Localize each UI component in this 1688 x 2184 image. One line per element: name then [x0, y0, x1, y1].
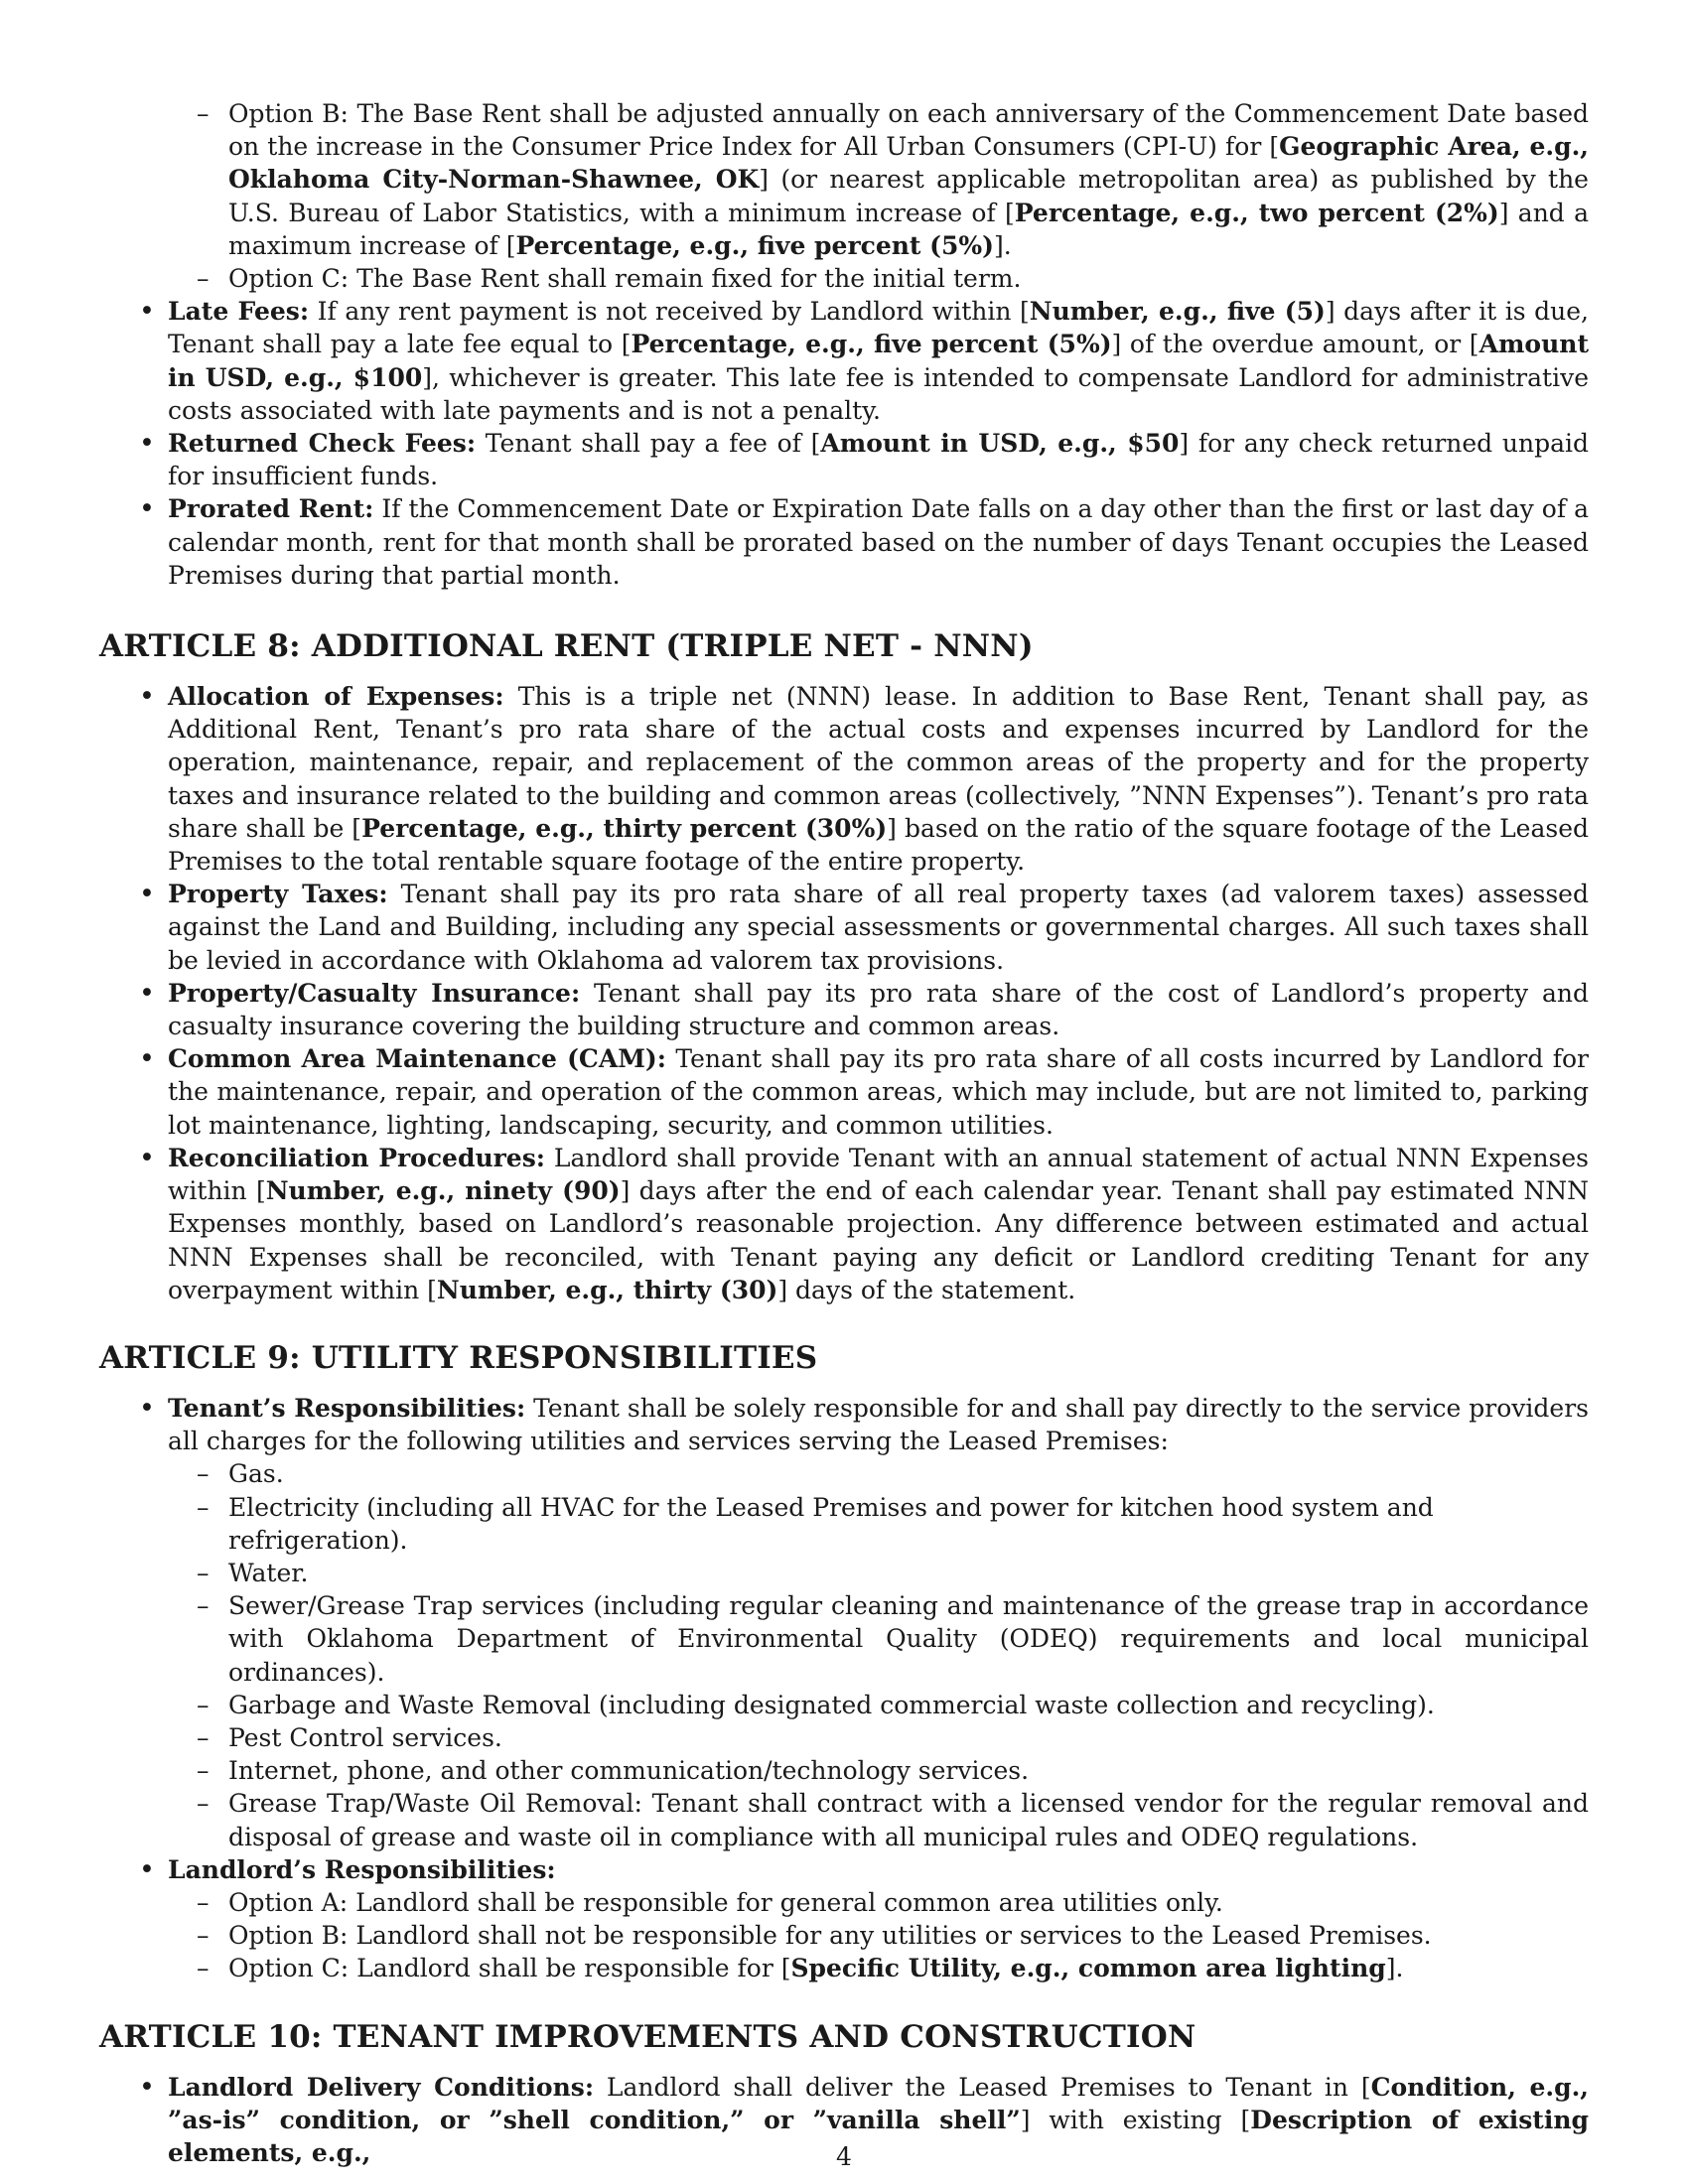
utility-pest-control: – Pest Control services. — [99, 1721, 1589, 1754]
allocation-of-expenses-label: Allocation of Expenses: — [168, 682, 504, 712]
prorated-rent-label: Prorated Rent: — [168, 494, 374, 524]
article-9-heading: ARTICLE 9: UTILITY RESPONSIBILITIES — [99, 1339, 818, 1376]
landlord-option-b: – Option B: Landlord shall not be responsible for any utilities or services to the Leased Premises. — [99, 1919, 1589, 1952]
delivery-conditions-label: Landlord Delivery Conditions: — [168, 2072, 595, 2102]
property-taxes-label: Property Taxes: — [168, 880, 388, 909]
landlord-responsibilities-item — [99, 1853, 1589, 1886]
reconciliation-label: Reconciliation Procedures: — [168, 1143, 546, 1172]
prorated-rent-item: • Prorated Rent: If the Commencement Date or Expiration Date falls on a day other than the first or last day of a calendar month, rent for that month shall be prorated based on the number of days Tenant occupies the Leased Premises during that partial month. — [99, 492, 1589, 592]
cam-item: • Common Area Maintenance (CAM): Tenant shall pay its pro rata share of all costs incurred by Landlord for the maintenance, repair, and operation of the common areas, which may include, but are not limited to, parking lot maintenance, lighting, landscaping, security, and common utilities. — [99, 1042, 1589, 1142]
utility-water: – Water. — [99, 1557, 1589, 1589]
utility-waste-oil: – Grease Trap/Waste Oil Removal: Tenant shall contract with a licensed vendor for the regular removal and disposal of grease and waste oil in compliance with all municipal rules and ODEQ regulations. — [99, 1787, 1589, 1852]
rent-option-c: – Option C: The Base Rent shall remain fixed for the initial term. — [99, 262, 1589, 295]
cam-label: Common Area Maintenance (CAM): — [168, 1044, 666, 1074]
tenant-responsibilities-item: • Tenant’s Responsibilities: Tenant shall be solely responsible for and shall pay directly to the service providers all charges for the following utilities and services serving the Leased Premises: — [99, 1392, 1589, 1457]
insurance-item: • Property/Casualty Insurance: Tenant shall pay its pro rata share of the cost of Landlord’s property and casualty insurance covering the building structure and common areas. — [99, 977, 1589, 1042]
returned-check-fees-item: • Returned Check Fees: Tenant shall pay a fee of [Amount in USD, e.g., $50] for any check returned unpaid for insufficient funds. — [99, 427, 1589, 492]
rent-option-b: – Option B: The Base Rent shall be adjusted annually on each anniversary of the Commencement Date based on the increase in the Consumer Price Index for All Urban Consumers (CPI-U) for [Geographic Area, e.g., Oklahoma City-Norman-Shawnee, OK] (or nearest applicable metropolitan area) as published by the U.S. Bureau of Labor Statistics, with a minimum increase of [Percentage, e.g., two percent (2%)] and a maximum increase of [Percentage, e.g., five percent (5%)]. — [99, 97, 1589, 262]
property-taxes-item: • Property Taxes: Tenant shall pay its pro rata share of all real property taxes (ad valorem taxes) assessed against the Land and Building, including any special assessments or governmental charges. All such taxes shall be levied in accordance with Oklahoma ad valorem tax provisions. — [99, 878, 1589, 977]
utility-garbage: – Garbage and Waste Removal (including designated commercial waste collection and recycling). — [99, 1689, 1589, 1721]
landlord-option-c: – Option C: Landlord shall be responsible for [Specific Utility, e.g., common area lighting]. — [99, 1952, 1589, 1984]
tenant-responsibilities-label: Tenant’s Responsibilities: — [168, 1393, 526, 1423]
utility-gas: – Gas. — [99, 1457, 1589, 1490]
delivery-conditions-item: • Landlord Delivery Conditions: Landlord shall deliver the Leased Premises to Tenant in [Condition, e.g., ”as-is” condition, or ”shell condition,” or ”vanilla shell”] with existing [Description of existing elements, e.g., — [99, 2071, 1589, 2170]
reconciliation-item: • Reconciliation Procedures: Landlord shall provide Tenant with an annual statement of actual NNN Expenses within [Number, e.g., ninety (90)] days after the end of each calendar year. Tenant shall pay estimated NNN Expenses monthly, based on Landlord’s reasonable projection. Any difference between estimated and actual NNN Expenses shall be reconciled, with Tenant paying any deficit or Landlord crediting Tenant for any overpayment within [Number, e.g., thirty (30)] days of the statement. — [99, 1142, 1589, 1306]
allocation-of-expenses-item: • Allocation of Expenses: This is a triple net (NNN) lease. In addition to Base Rent, Tenant shall pay, as Additional Rent, Tenant’s pro rata share of the actual costs and expenses incurred by Landlord for the operation, maintenance, repair, and replacement of the common areas of the property and for the property taxes and insurance related to the building and common areas (collectively, ”NNN Expenses”). Tenant’s pro rata share shall be [Percentage, e.g., thirty percent (30%)] based on the ratio of the square footage of the Leased Premises to the total rentable square footage of the entire property. — [99, 680, 1589, 878]
document-page — [99, 97, 1589, 2169]
late-fees-item: • Late Fees: If any rent payment is not received by Landlord within [Number, e.g., five (5)] days after it is due, Tenant shall pay a late fee equal to [Percentage, e.g., five percent (5%)] of the overdue amount, or [Amount in USD, e.g., $100], whichever is greater. This late fee is intended to compensate Landlord for administrative costs associated with late payments and is not a penalty. — [99, 295, 1589, 427]
article-10-heading: ARTICLE 10: TENANT IMPROVEMENTS AND CONSTRUCTION — [99, 2018, 1196, 2055]
utility-communications: – Internet, phone, and other communication/technology services. — [99, 1754, 1589, 1787]
article-8-heading: ARTICLE 8: ADDITIONAL RENT (TRIPLE NET - NNN) — [99, 628, 1034, 665]
landlord-responsibilities-label: Landlord’s Responsibilities: — [168, 1854, 556, 1884]
page-number: 4 — [836, 2142, 852, 2171]
utility-electricity: – Electricity (including all HVAC for the Leased Premises and power for kitchen hood system and refrigeration). — [99, 1491, 1589, 1557]
late-fees-label: Late Fees: — [168, 297, 310, 327]
returned-check-fees-label: Returned Check Fees: — [168, 429, 477, 459]
utility-sewer-grease-trap: – Sewer/Grease Trap services (including regular cleaning and maintenance of the grease trap in accordance with Oklahoma Department of Environmental Quality (ODEQ) requirements and local municipal ordinances). — [99, 1589, 1589, 1689]
landlord-option-a: – Option A: Landlord shall be responsible for general common area utilities only. — [99, 1886, 1589, 1919]
insurance-label: Property/Casualty Insurance: — [168, 978, 581, 1008]
